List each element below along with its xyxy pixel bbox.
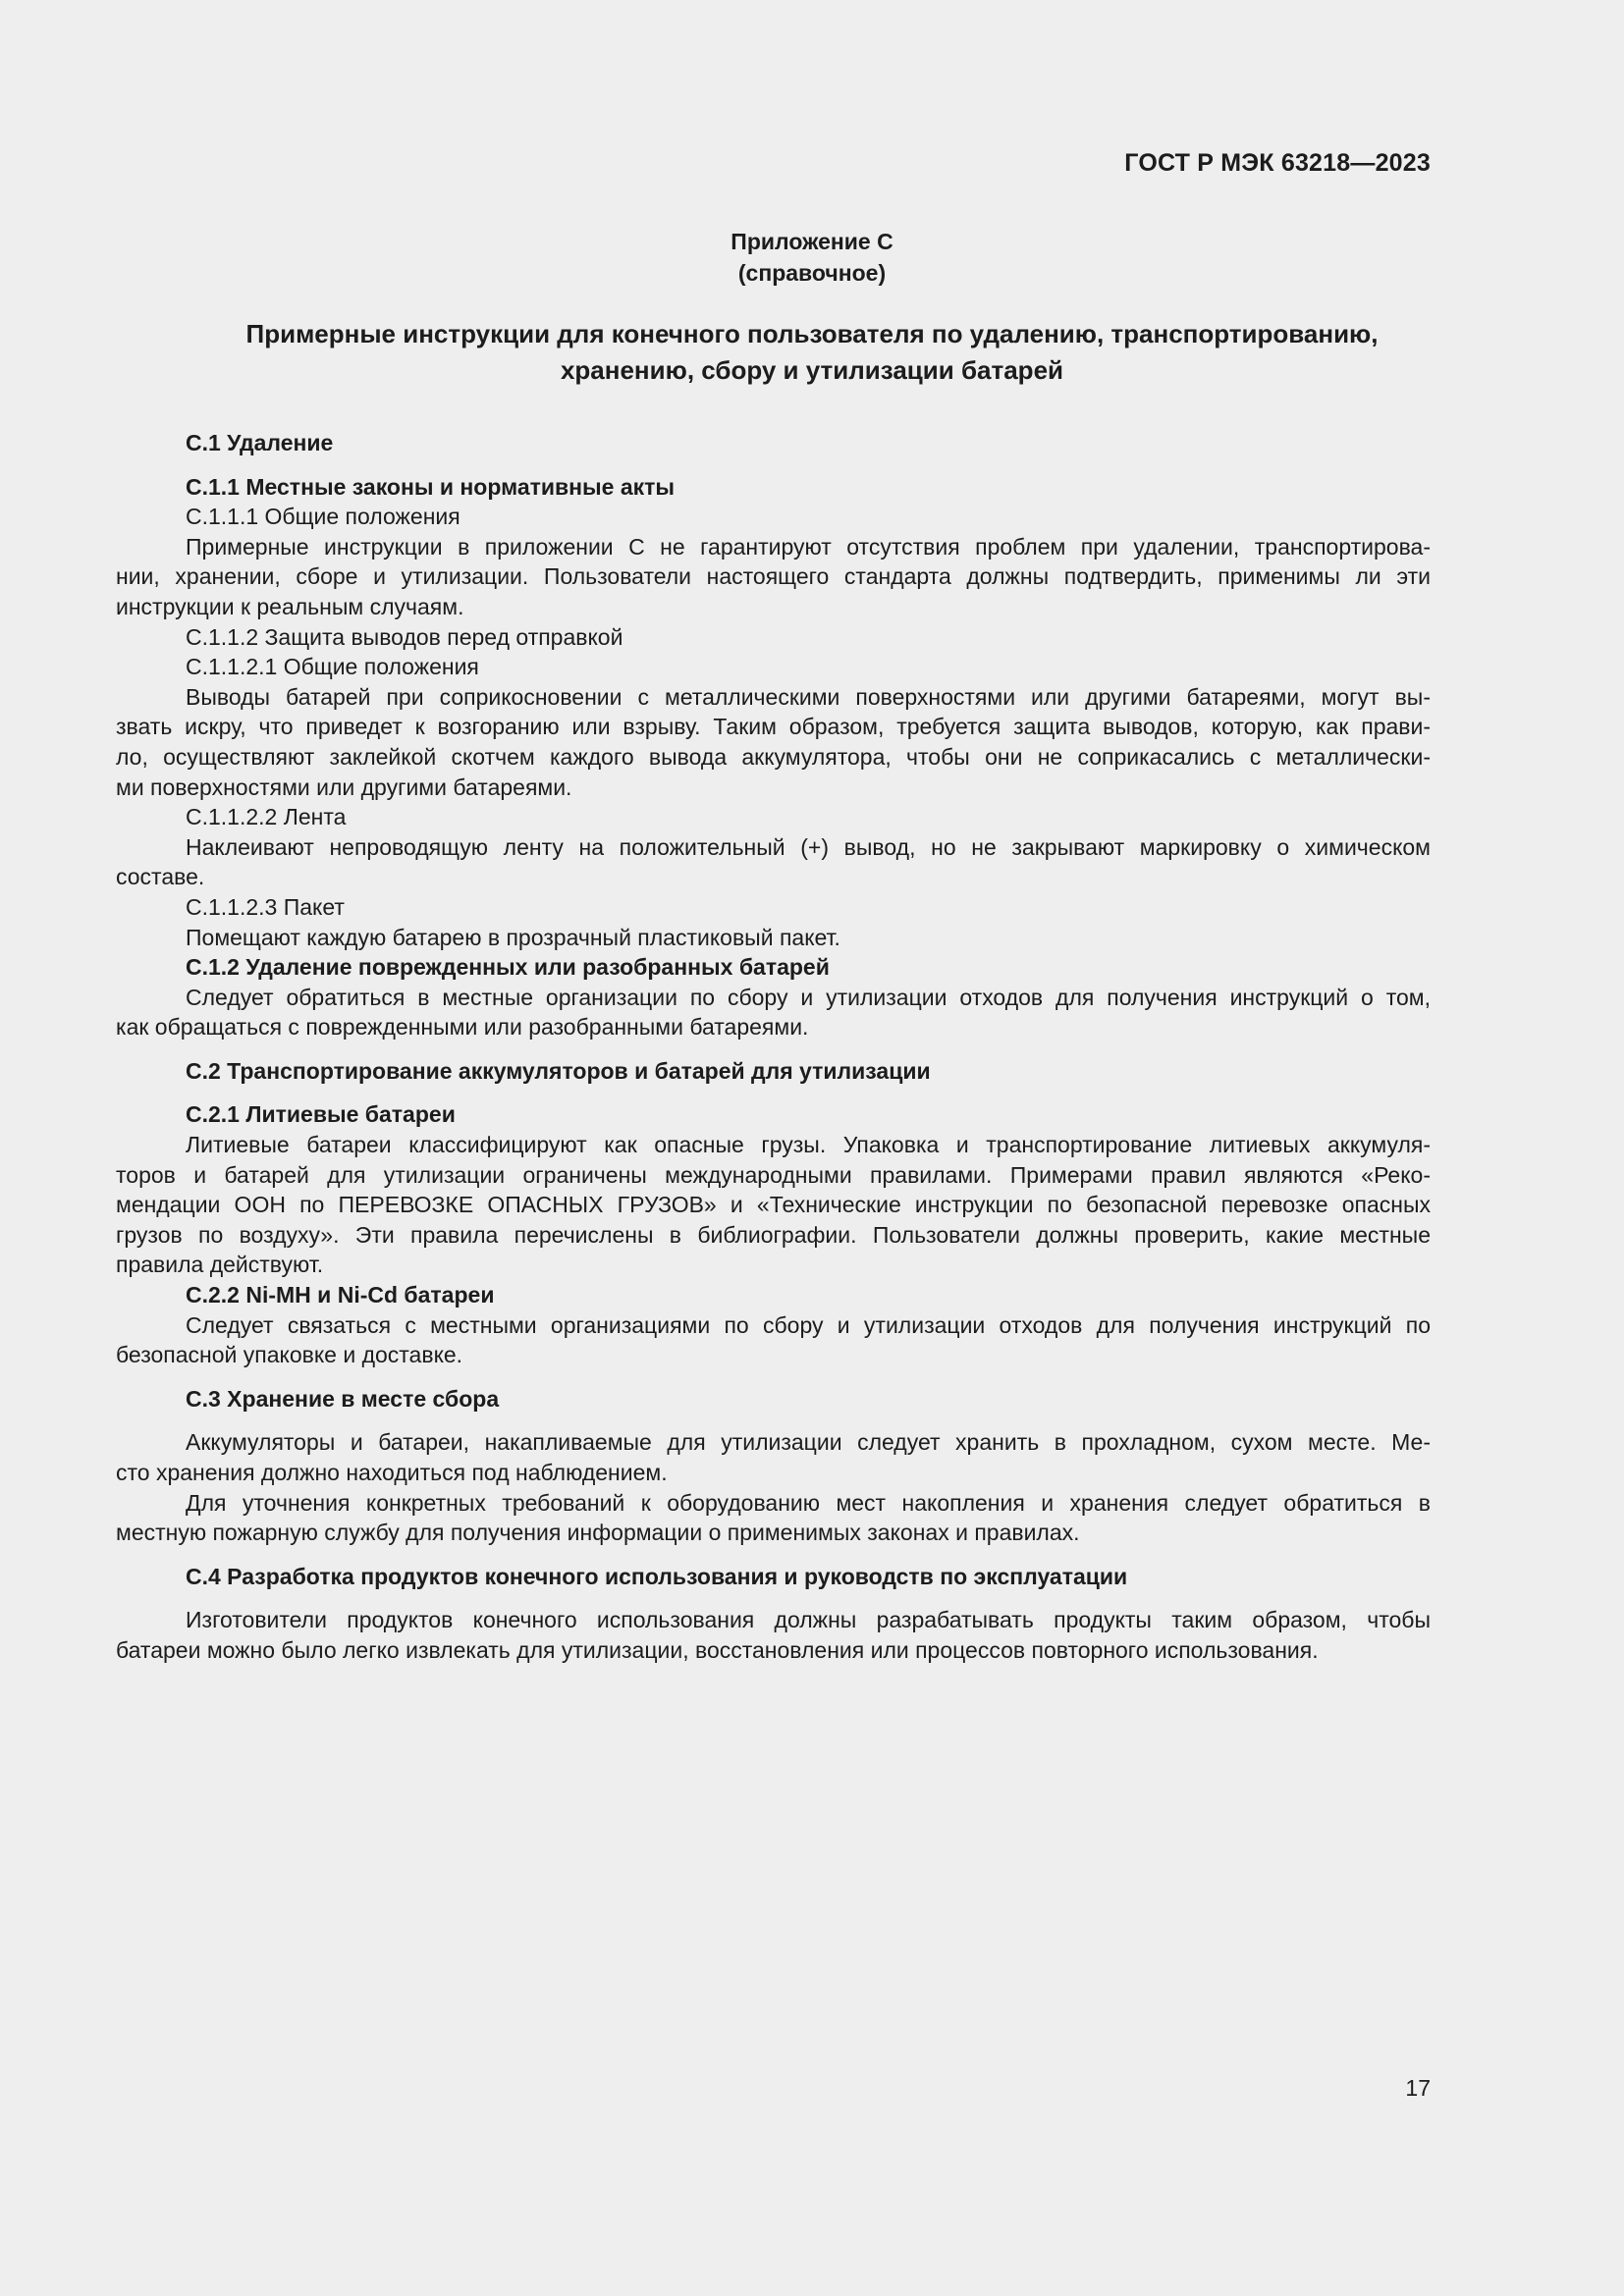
paragraph-line: грузов по воздуху». Эти правила перечислены в библиографии. Пользователи должны проверить, какие местные bbox=[116, 1221, 1431, 1248]
paragraph-line: батареи можно было легко извлекать для утилизации, восстановления или процессов повторного использования. bbox=[116, 1636, 1319, 1663]
paragraph-line: мендации ООН по ПЕРЕВОЗКЕ ОПАСНЫХ ГРУЗОВ» и «Технические инструкции по безопасной перевозке опасных bbox=[116, 1192, 1431, 1218]
paragraph-line: ло, осуществляют заклейкой скотчем каждого вывода аккумулятора, чтобы они не соприкасались с металлически- bbox=[116, 743, 1431, 770]
paragraph-line: Изготовители продуктов конечного использования должны разрабатывать продукты таким образом, чтобы bbox=[186, 1607, 1431, 1633]
clause-heading-c1-1-2-3: C.1.1.2.3 Пакет bbox=[186, 893, 345, 920]
annex-heading bbox=[0, 226, 1624, 289]
paragraph-line: Литиевые батареи классифицируют как опасные грузы. Упаковка и транспортирование литиевых аккумуля- bbox=[186, 1132, 1431, 1158]
paragraph-line: инструкции к реальным случаям. bbox=[116, 593, 464, 619]
paragraph-line: Выводы батарей при соприкосновении с металлическими поверхностями или другими батареями, могут вы- bbox=[186, 683, 1431, 710]
clause-heading-c1-1-1: C.1.1.1 Общие положения bbox=[186, 504, 460, 530]
paragraph-line: составе. bbox=[116, 864, 205, 890]
paragraph-line: ми поверхностями или другими батареями. bbox=[116, 774, 572, 800]
paragraph-line: Примерные инструкции в приложении C не гарантируют отсутствия проблем при удалении, транспортирова- bbox=[186, 533, 1431, 560]
page-number: 17 bbox=[1405, 2075, 1431, 2101]
section-heading-c1-2: C.1.2 Удаление поврежденных или разобранных батарей bbox=[186, 954, 830, 981]
section-heading-c1-1: C.1.1 Местные законы и нормативные акты bbox=[186, 473, 676, 500]
section-heading-c2: C.2 Транспортирование аккумуляторов и батарей для утилизации bbox=[186, 1057, 931, 1084]
paragraph-line: Аккумуляторы и батареи, накапливаемые для утилизации следует хранить в прохладном, сухом месте. Ме- bbox=[186, 1429, 1431, 1456]
section-heading-c3: C.3 Хранение в месте сбора bbox=[186, 1385, 500, 1412]
clause-heading-c1-1-2: C.1.1.2 Защита выводов перед отправкой bbox=[186, 623, 623, 650]
paragraph-line: торов и батарей для утилизации ограничены международными правилами. Примерами правил являются «Реко- bbox=[116, 1161, 1431, 1188]
standard-code: ГОСТ Р МЭК 63218—2023 bbox=[1124, 149, 1431, 177]
paragraph-line: Наклеивают непроводящую ленту на положительный (+) вывод, но не закрывают маркировку о химическом bbox=[186, 833, 1431, 860]
document-body bbox=[116, 428, 1431, 1666]
annex-label: Приложение C bbox=[731, 229, 893, 254]
section-heading-c2-1: C.2.1 Литиевые батареи bbox=[186, 1101, 456, 1128]
paragraph-line: Помещают каждую батарею в прозрачный пластиковый пакет. bbox=[186, 924, 840, 950]
paragraph-line: местную пожарную службу для получения информации о применимых законах и правилах. bbox=[116, 1520, 1080, 1546]
paragraph-line: Следует связаться с местными организациями по сбору и утилизации отходов для получения инструкций по bbox=[186, 1311, 1431, 1338]
paragraph-line: Для уточнения конкретных требований к оборудованию мест накопления и хранения следует обратиться в bbox=[186, 1489, 1431, 1516]
paragraph-line: сто хранения должно находиться под наблюдением. bbox=[116, 1460, 668, 1485]
paragraph-line: как обращаться с поврежденными или разобранными батареями. bbox=[116, 1014, 809, 1041]
annex-title bbox=[116, 316, 1508, 389]
annex-title-line-2: хранению, сбору и утилизации батарей bbox=[560, 355, 1064, 385]
annex-title-line-1: Примерные инструкции для конечного пользователя по удалению, транспортированию, bbox=[245, 319, 1379, 348]
paragraph-line: звать искру, что приведет к возгоранию или взрыву. Таким образом, требуется защита выводов, которую, как прави- bbox=[116, 714, 1431, 740]
paragraph-line: Следует обратиться в местные организации по сбору и утилизации отходов для получения инструкций о том, bbox=[186, 984, 1431, 1010]
section-heading-c1: C.1 Удаление bbox=[186, 430, 334, 455]
paragraph-line: нии, хранении, сборе и утилизации. Пользователи настоящего стандарта должны подтвердить, применимы ли эти bbox=[116, 563, 1431, 590]
section-heading-c4: C.4 Разработка продуктов конечного использования и руководств по эксплуатации bbox=[186, 1563, 1128, 1589]
clause-heading-c1-1-2-2: C.1.1.2.2 Лента bbox=[186, 804, 347, 830]
paragraph-line: правила действуют. bbox=[116, 1252, 324, 1278]
annex-kind: (справочное) bbox=[737, 260, 887, 286]
paragraph-line: безопасной упаковке и доставке. bbox=[116, 1342, 463, 1368]
section-heading-c2-2: C.2.2 Ni-MH и Ni-Cd батареи bbox=[186, 1282, 495, 1308]
clause-heading-c1-1-2-1: C.1.1.2.1 Общие положения bbox=[186, 654, 479, 680]
